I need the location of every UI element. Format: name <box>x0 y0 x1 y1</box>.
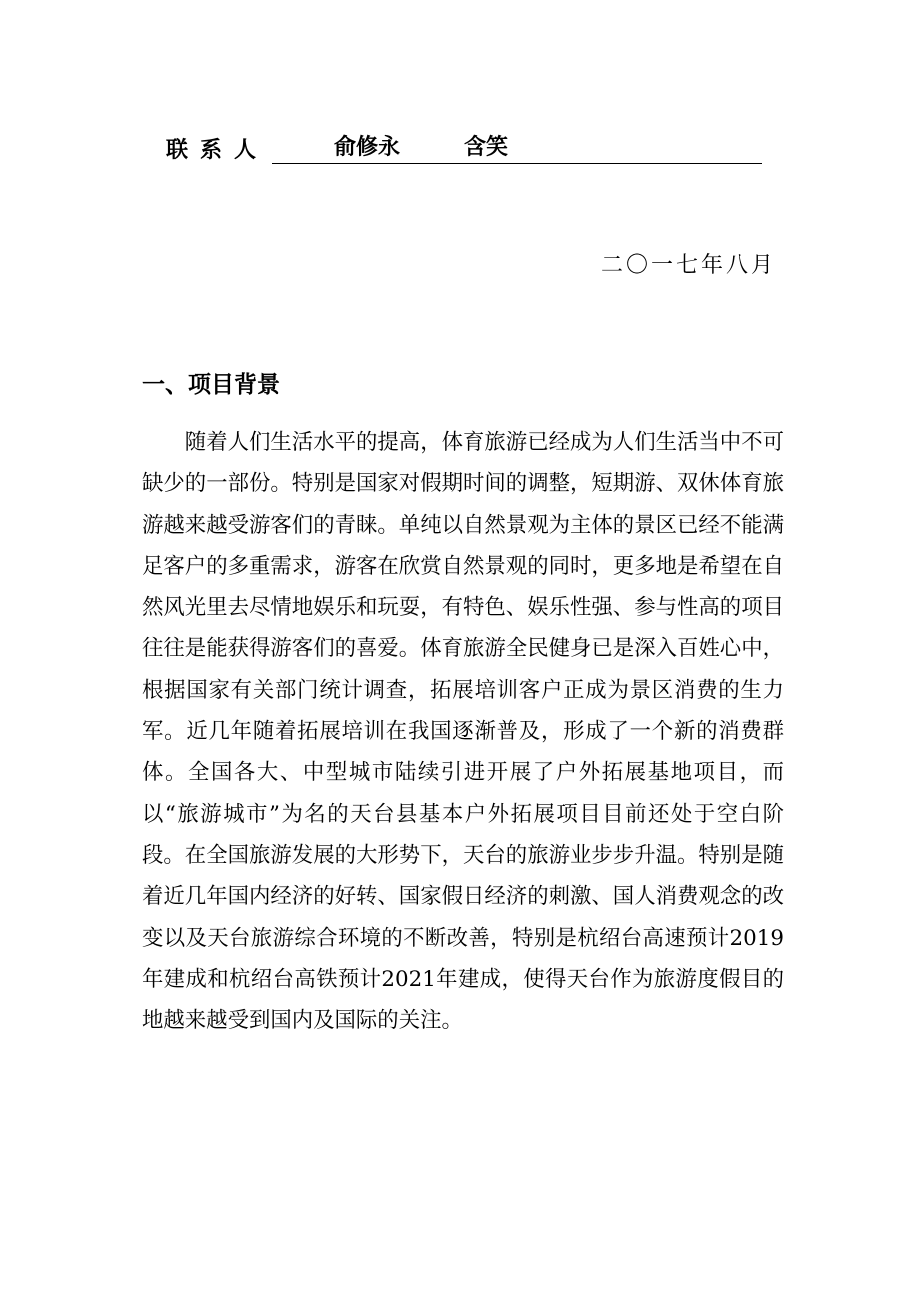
contact-role: 含笑 <box>464 134 509 160</box>
section-title: 一、项目背景 <box>142 371 280 398</box>
body-paragraph: 随着人们生活水平的提高，体育旅游已经成为人们生活当中不可缺少的一部份。特别是国家对假期时间的调整，短期游、双休体育旅游越来越受游客们的青睐。单纯以自然景观为主体的景区已经不能满足客户的多重需求，游客在欣赏自然景观的同时，更多地是希望在自然风光里去尽情地娱乐和玩耍，有特色、娱乐性强、参与性高的项目往往是能获得游客们的喜爱。体育旅游全民健身已是深入百姓心中，根据国家有关部门统计调查，拓展培训客户正成为景区消费的生力军。近几年随着拓展培训在我国逐渐普及，形成了一个新的消费群体。全国各大、中型城市陆续引进开展了户外拓展基地项目，而以“旅游城市”为名的天台县基本户外拓展项目目前还处于空白阶段。在全国旅游发展的大形势下，天台的旅游业步步升温。特别是随着近几年国内经济的好转、国家假日经济的刺激、国人消费观念的改变以及天台旅游综合环境的不断改善，特别是杭绍台高速预计2019年建成和杭绍台高铁预计2021年建成，使得天台作为旅游度假目的地越来越受到国内及国际的关注。 <box>142 430 784 1034</box>
contact-row <box>166 130 766 164</box>
document-date: 二〇一七年八月 <box>600 253 776 278</box>
contact-label: 联系人 <box>166 137 269 163</box>
contact-underline <box>272 133 762 164</box>
contact-name: 俞修永 <box>334 134 401 160</box>
